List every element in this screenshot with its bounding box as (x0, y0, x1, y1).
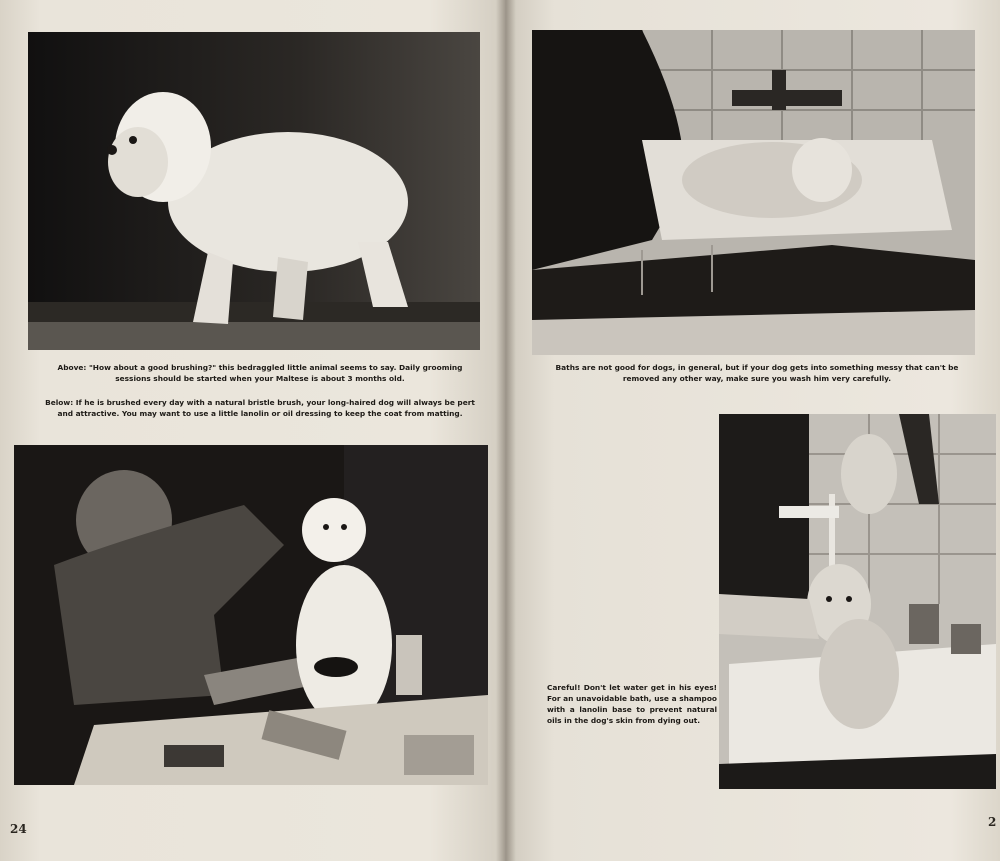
dog-in-sink-photo (532, 30, 975, 355)
left-page-number: 24 (10, 822, 27, 836)
book-gutter (496, 0, 516, 861)
caption-middle-left: Below: If he is brushed every day with a natural bristle brush, your long-haired dog will always be pert and attractive. You may want to use a little lanolin or oil dressing to keep the coat from matting. (45, 398, 475, 418)
caption-top-right: Baths are not good for dogs, in general, but if your dog gets into something messy that can't be removed any other way, make sure you wash him very carefully. (555, 363, 959, 383)
woman-brushing-dog-photo (14, 445, 488, 785)
right-page (505, 0, 1000, 861)
right-page-number: 2 (988, 815, 997, 829)
maltese-standing-photo (28, 32, 480, 350)
caption-top-left: Above: "How about a good brushing?" this bedraggled little animal seems to say. Daily grooming sessions should be started when your Maltese is about 3 months old. (57, 363, 463, 383)
dog-being-bathed-photo (719, 414, 996, 789)
caption-bottom-right: Careful! Don't let water get in his eyes! For an unavoidable bath, use a shampoo with a lanolin base to prevent natural oils in the dog's skin from dying out. (547, 683, 717, 725)
